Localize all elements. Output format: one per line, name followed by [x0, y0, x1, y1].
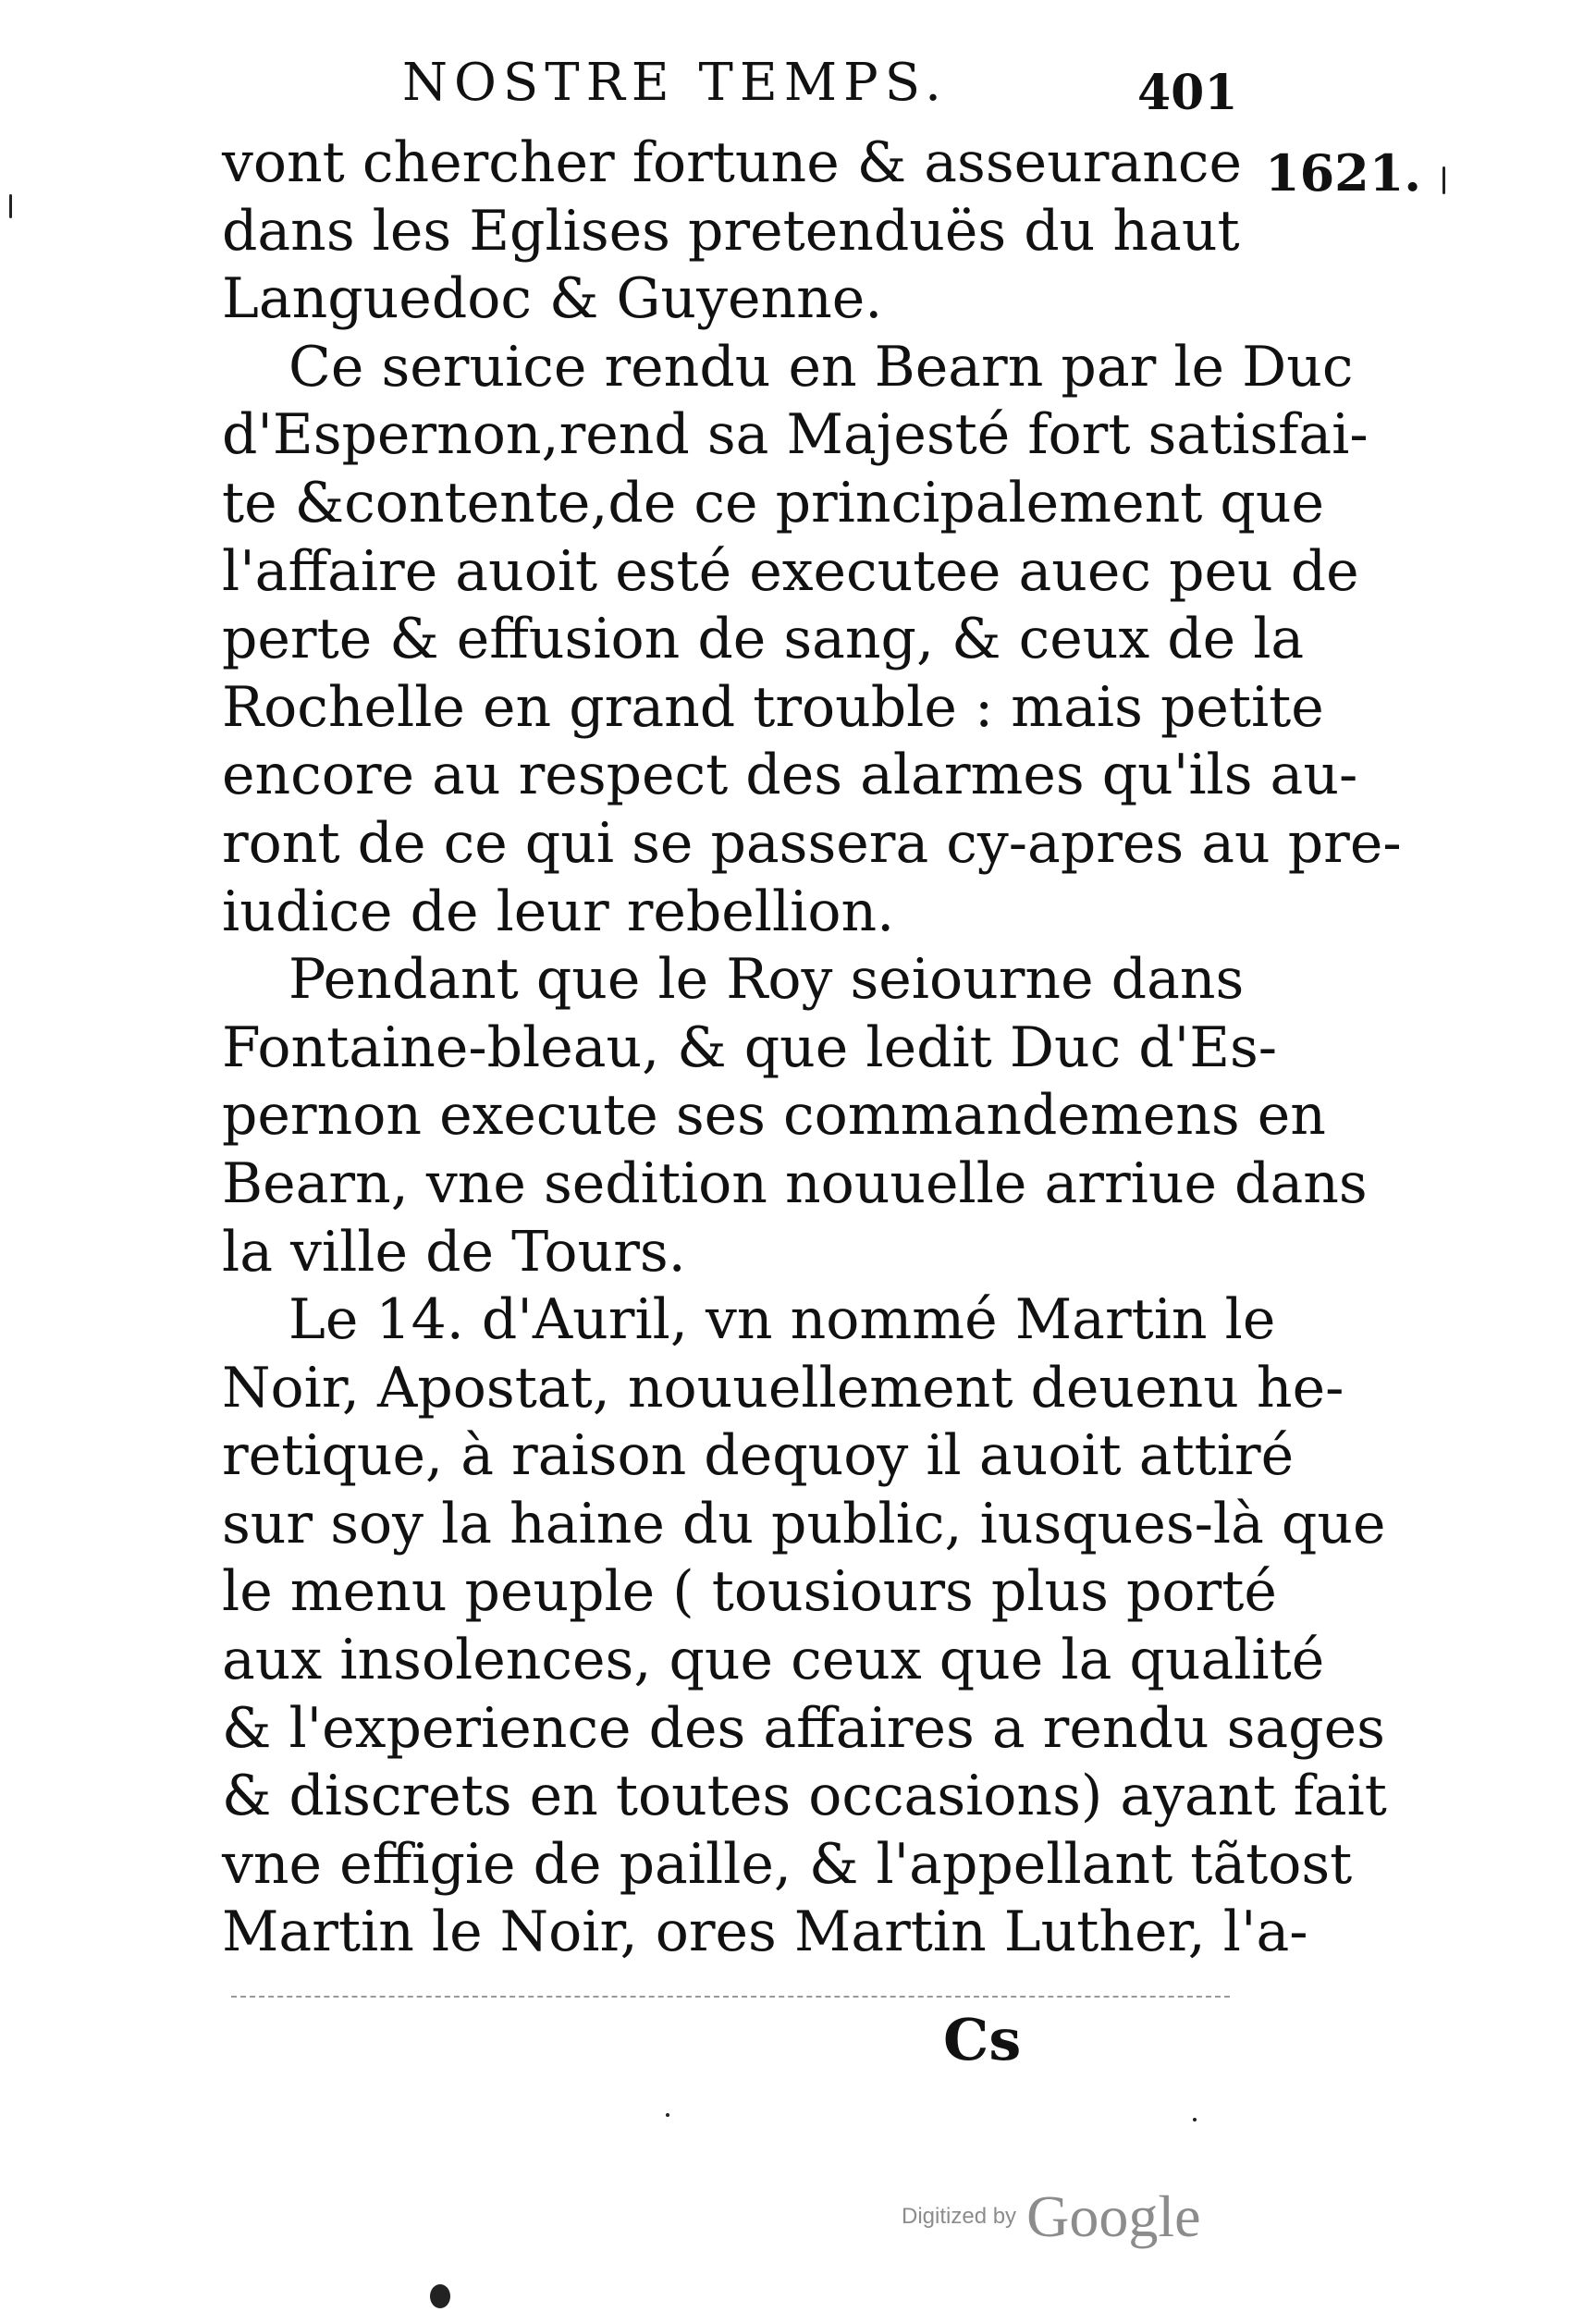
- ink-speck: [1193, 2118, 1197, 2121]
- text-line: Bearn, vne sedition nouuelle arriue dans: [222, 1150, 1368, 1216]
- margin-year-note: 1621.: [1265, 143, 1422, 203]
- text-line: Fontaine-bleau, & que ledit Duc d'Es-: [222, 1015, 1278, 1080]
- text-line: Rochelle en grand trouble : mais petite: [222, 674, 1324, 740]
- ink-speck: [666, 2113, 669, 2117]
- text-line: dans les Eglises pretenduës du haut: [222, 198, 1240, 264]
- text-line: encore au respect des alarmes qu'ils au-: [222, 743, 1358, 808]
- text-line: vne effigie de paille, & l'appellant tãtost: [222, 1831, 1353, 1897]
- text-line: Martin le Noir, ores Martin Luther, l'a-: [222, 1900, 1308, 1965]
- text-line: d'Espernon,rend sa Majesté fort satisfai-: [222, 402, 1369, 468]
- ink-speck: [430, 2284, 450, 2308]
- text-line: vont chercher fortune & asseurance: [222, 130, 1242, 195]
- text-line: la ville de Tours.: [222, 1219, 686, 1285]
- text-line: aux insolences, que ceux que la qualité: [222, 1628, 1325, 1693]
- text-line: le menu peuple ( tousiours plus porté: [222, 1559, 1277, 1625]
- watermark-brand: Google: [1026, 2183, 1201, 2249]
- text-line: iudice de leur rebellion.: [222, 879, 895, 944]
- ink-speck: [9, 194, 12, 218]
- ink-speck: [1443, 166, 1445, 194]
- text-line: ront de ce qui se passera cy-apres au pre-: [222, 810, 1402, 876]
- text-line: Le 14. d'Auril, vn nommé Martin le: [289, 1287, 1276, 1353]
- running-title: NOSTRE TEMPS.: [402, 53, 948, 113]
- text-line: sur soy la haine du public, iusques-là que: [222, 1491, 1386, 1556]
- text-line: te &contente,de ce principalement que: [222, 470, 1324, 535]
- digitization-watermark: [902, 2183, 1201, 2249]
- text-line: Ce seruice rendu en Bearn par le Duc: [289, 334, 1354, 400]
- text-line: Languedoc & Guyenne.: [222, 266, 883, 332]
- text-line: perte & effusion de sang, & ceux de la: [222, 607, 1305, 672]
- text-line: Noir, Apostat, nouuellement deuenu he-: [222, 1355, 1344, 1420]
- catchword: Cs: [943, 2006, 1022, 2073]
- watermark-prefix: Digitized by: [902, 2204, 1017, 2229]
- page-number: 401: [1137, 65, 1238, 121]
- text-line: retique, à raison dequoy il auoit attiré: [222, 1423, 1295, 1489]
- footer-rule: [231, 1996, 1230, 1998]
- text-line: pernon execute ses commandemens en: [222, 1083, 1326, 1149]
- text-line: & l'experience des affaires a rendu sages: [222, 1695, 1385, 1761]
- text-line: l'affaire auoit esté executee auec peu de: [222, 538, 1359, 604]
- text-line: & discrets en toutes occasions) ayant fait: [222, 1764, 1387, 1829]
- text-line: Pendant que le Roy seiourne dans: [289, 947, 1245, 1013]
